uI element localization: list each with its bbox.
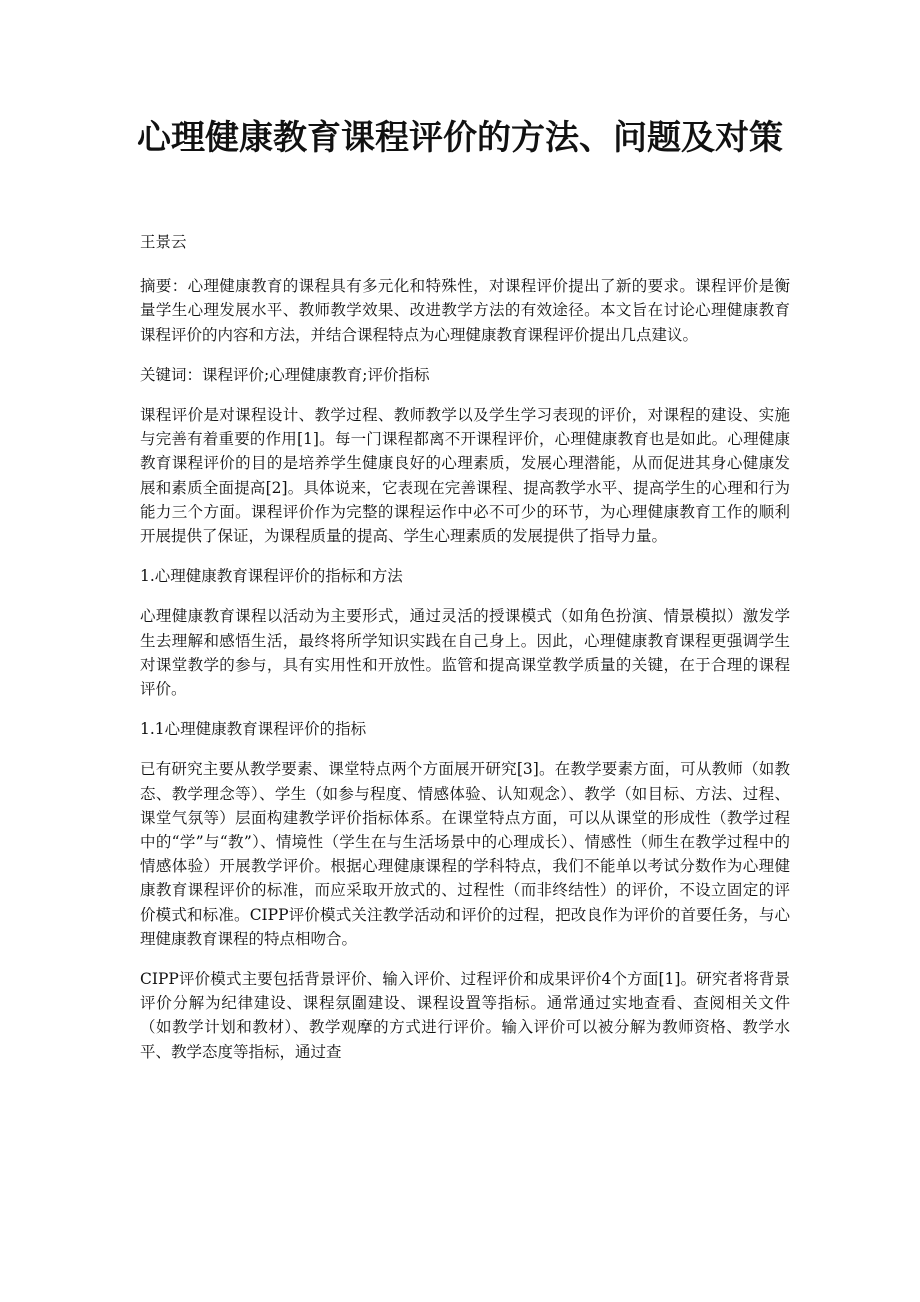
- section-1-1-paragraph: 已有研究主要从教学要素、课堂特点两个方面展开研究[3]。在教学要素方面，可从教师（如教态、教学理念等）、学生（如参与程度、情感体验、认知观念）、教学（如目标、方法、过程、课堂气氛等）层面构建教学评价指标体系。在课堂特点方面，可以从课堂的形成性（教学过程中的“学”与“教”）、情境性（学生在与生活场景中的心理成长）、情感性（师生在教学过程中的情感体验）开展教学评价。根据心理健康课程的学科特点，我们不能单以考试分数作为心理健康教育课程评价的标准，而应采取开放式的、过程性（而非终结性）的评价，不设立固定的评价模式和标准。CIPP评价模式关注教学活动和评价的过程，把改良作为评价的首要任务，与心理健康教育课程的特点相吻合。: [140, 760, 790, 948]
- document-body: [140, 230, 790, 1080]
- keywords-line: 关键词：课程评价;心理健康教育;评价指标: [140, 365, 430, 384]
- section-1-heading: 1.心理健康教育课程评价的指标和方法: [140, 567, 403, 586]
- section-1-paragraph: 心理健康教育课程以活动为主要形式，通过灵活的授课模式（如角色扮演、情景模拟）激发学生去理解和感悟生活，最终将所学知识实践在自己身上。因此，心理健康教育课程更强调学生对课堂教学的参与，具有实用性和开放性。监管和提高课堂教学质量的关键，在于合理的课程评价。: [140, 607, 790, 699]
- cipp-paragraph: CIPP评价模式主要包括背景评价、输入评价、过程评价和成果评价4个方面[1]。研究者将背景评价分解为纪律建设、课程氛圍建设、课程设置等指标。通常通过实地查看、查阅相关文件（如教学计划和教材）、教学观摩的方式进行评价。输入评价可以被分解为教师资格、教学水平、教学态度等指标，通过查: [140, 970, 790, 1061]
- section-1-1-heading: 1.1心理健康教育课程评价的指标: [140, 720, 367, 739]
- intro-paragraph: 课程评价是对课程设计、教学过程、教师教学以及学生学习表现的评价，对课程的建设、实施与完善有着重要的作用[1]。每一门课程都离不开课程评价，心理健康教育也是如此。心理健康教育课程评价的目的是培养学生健康良好的心理素质，发展心理潜能，从而促进其身心健康发展和素质全面提高[2]。具体说来，它表现在完善课程、提高教学水平、提高学生的心理和行为能力三个方面。课程评价作为完整的课程运作中必不可少的环节，为心理健康教育工作的顺利开展提供了保证，为课程质量的提高、学生心理素质的发展提供了指导力量。: [140, 406, 790, 546]
- document-title: 心理健康教育课程评价的方法、问题及对策: [137, 118, 783, 158]
- author-name: 王景云: [140, 233, 187, 251]
- abstract-paragraph: 摘要：心理健康教育的课程具有多元化和特殊性，对课程评价提出了新的要求。课程评价是衡量学生心理发展水平、教师教学效果、改进教学方法的有效途径。本文旨在讨论心理健康教育课程评价的内容和方法，并结合课程特点为心理健康教育课程评价提出几点建议。: [140, 277, 790, 344]
